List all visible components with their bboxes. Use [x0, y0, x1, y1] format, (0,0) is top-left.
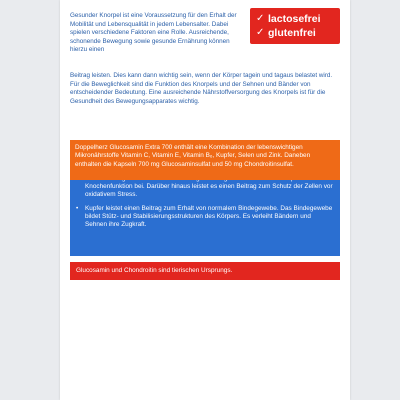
bullet-icon: •	[76, 204, 79, 212]
kupfer-text: Kupfer leistet einen Beitrag zum Erhalt von normalem Bindegewebe. Das Bindegewebe bildet Stütz- und Stabilisierungsstrukturen des Körpers. Es verleiht Bändern und Sehnen ihre Zugkraft.	[85, 204, 333, 229]
badge-row-lactose	[256, 12, 340, 26]
checkmark-icon: ✓	[256, 13, 265, 24]
badge-label-glutenfrei: glutenfrei	[268, 27, 316, 39]
vitamin-info-box	[70, 168, 340, 256]
vitamin-info-list	[76, 175, 334, 229]
origin-notice-box: Glucosamin und Chondroitin sind tierischen Ursprungs.	[70, 262, 340, 280]
intro-paragraph-top: Gesunder Knorpel ist eine Voraussetzung für den Erhalt der Mobilität und Lebensqualität in jedem Lebensalter. Dabei spielen verschiedene Faktoren eine Rolle. Ausreichende, schonende Bewegung sowie gesunde Ernährung können hierzu einen	[70, 12, 237, 54]
product-composition-box: Doppelherz Glucosamin Extra 700 enthält eine Kombination der lebenswichtigen Mikronährstoffe Vitamin C, Vitamin E, Vitamin B₆, Kupfer, Selen und Zink. Daneben enthalten die Kapseln 700 mg Glucosaminsulfat und 50 mg Chondroitinsulfat.	[70, 140, 340, 180]
intro-paragraph-rest: Beitrag leisten. Dies kann dann wichtig sein, wenn der Körper tagein und tagaus belastet wird. Für die Beweglichkeit sind die Funktion des Knorpels und der Sehnen und Bänder von entscheidender Bedeutung. Eine ausreichende Nährstoffversorgung des Knorpels ist für die Gesundheit des Bewegungsapparates wichtig.	[70, 72, 333, 105]
package-panel	[60, 0, 350, 400]
vitamin-c-text: Knochenfunktion bei. Darüber hinaus leistet es einen Beitrag zum Schutz der Zellen vor oxidativem Stress.	[85, 183, 333, 199]
list-item	[76, 205, 334, 230]
badge-row-gluten	[256, 26, 340, 40]
checkmark-icon: ✓	[256, 27, 265, 38]
badge-label-lactosefrei: lactosefrei	[268, 13, 321, 25]
allergen-badge	[250, 8, 340, 44]
